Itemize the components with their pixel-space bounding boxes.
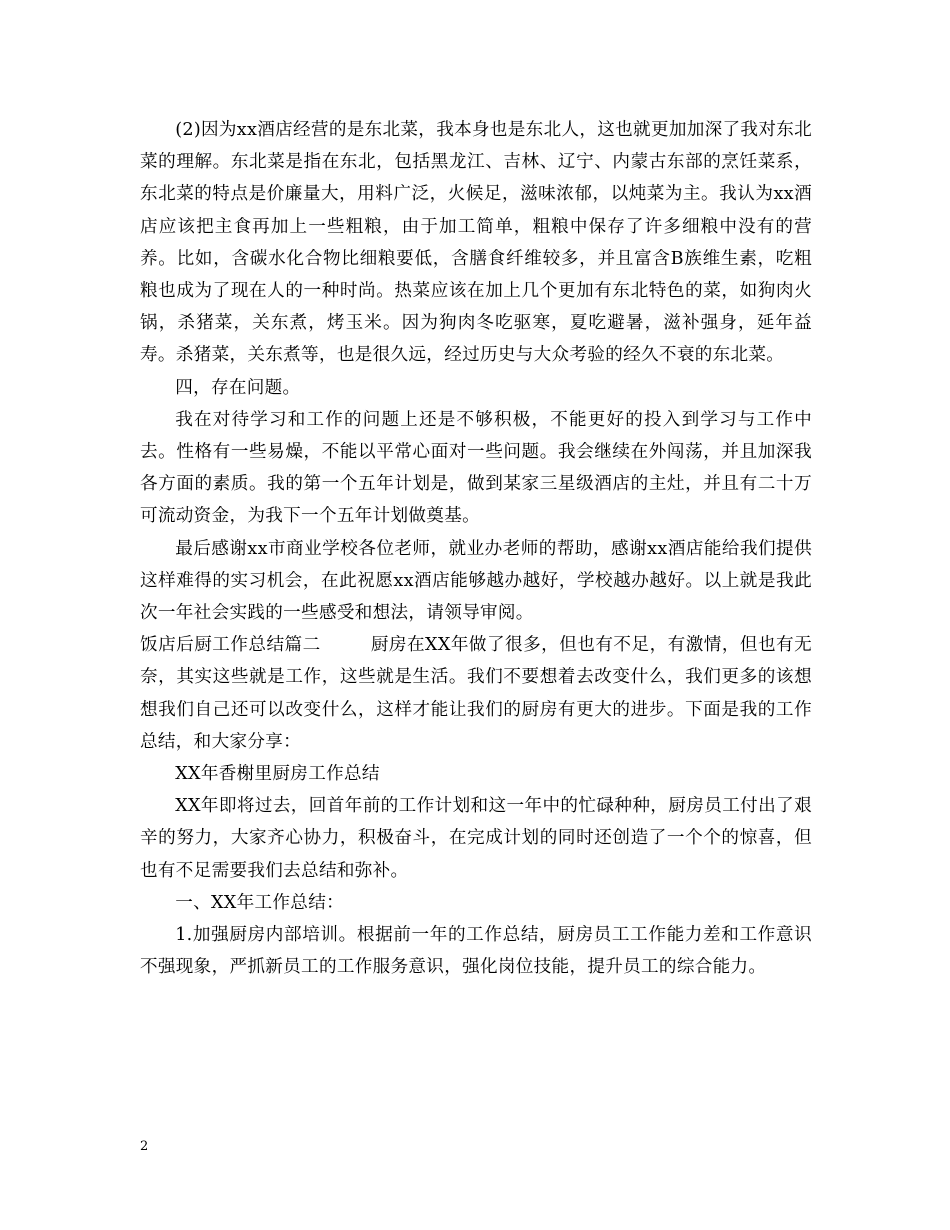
paragraph-report-title: XX年香榭里厨房工作总结 (175, 764, 380, 785)
page-number: 2 (140, 1139, 149, 1154)
paragraph-problems: 我在对待学习和工作的问题上还是不够积极，不能更好的投入到学习与工作中去。性格有一些易燥，不能以平常心面对一些问题。我会继续在外闯荡，并且加深我各方面的素质。我的第一个五年计划是，做到某家三星级酒店的主灶，并且有二十万可流动资金，为我下一个五年计划做奠基。 (140, 409, 812, 527)
paragraph-year-review: XX年即将过去，回首年前的工作计划和这一年中的忙碌种种，厨房员工付出了艰辛的努力，大家齐心协力，积极奋斗，在完成计划的同时还创造了一个个的惊喜，但也有不足需要我们去总结和弥补。 (140, 796, 812, 881)
section-intro: 厨房在XX年做了很多，但也有不足，有激情，但也有无奈，其实这些就是工作，这些就是生活。我们不要想着去改变什么，我们更多的该想想我们自己还可以改变什么，这样才能让我们的厨房有更大的进步。下面是我的工作总结，和大家分享： (140, 635, 812, 752)
paragraph-section-two (140, 629, 812, 758)
section-heading: 饭店后厨工作总结篇二 (140, 635, 321, 656)
paragraph-northeast-cuisine: (2)因为xx酒店经营的是东北菜，我本身也是东北人，这也就更加加深了我对东北菜的理解。东北菜是指在东北，包括黑龙江、吉林、辽宁、内蒙古东部的烹饪菜系，东北菜的特点是价廉量大，用料广泛，火候足，滋味浓郁，以炖菜为主。我认为xx酒店应该把主食再加上一些粗粮，由于加工简单，粗粮中保存了许多细粮中没有的营养。比如，含碳水化合物比细粮要低，含膳食纤维较多，并且富含B族维生素，吃粗粮也成为了现在人的一种时尚。热菜应该在加上几个更加有东北特色的菜，如狗肉火锅，杀猪菜，关东煮，烤玉米。因为狗肉冬吃驱寒，夏吃避暑，滋补强身，延年益寿。杀猪菜，关东煮等，也是很久远，经过历史与大众考验的经久不衰的东北菜。 (140, 120, 812, 366)
paragraph-training: 1.加强厨房内部培训。根据前一年的工作总结，厨房员工工作能力差和工作意识不强现象，严抓新员工的工作服务意识，强化岗位技能，提升员工的综合能力。 (140, 925, 812, 978)
document-body (140, 114, 812, 983)
paragraph-summary-heading: 一、XX年工作总结： (175, 892, 344, 913)
paragraph-thanks: 最后感谢xx市商业学校各位老师，就业办老师的帮助，感谢xx酒店能给我们提供这样难得的实习机会，在此祝愿xx酒店能够越办越好，学校越办越好。以上就是我此次一年社会实践的一些感受和想法，请领导审阅。 (140, 538, 812, 624)
paragraph-problems-heading: 四，存在问题。 (175, 377, 301, 398)
